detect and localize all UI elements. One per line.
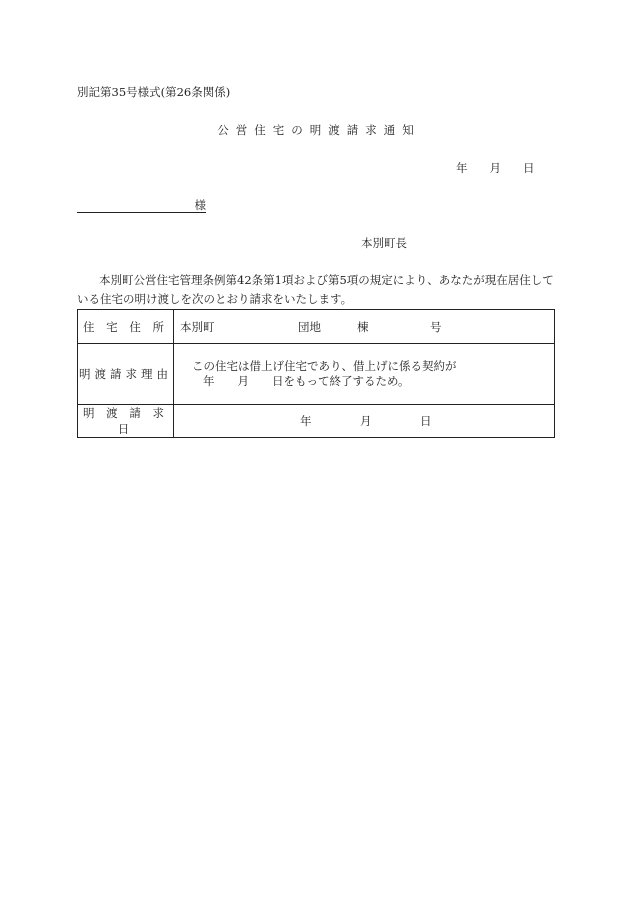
body-paragraph: 本別町公営住宅管理条例第42条第1項および第5項の規定により、あなたが現在居住している住宅の明け渡しを次のとおり請求をいたします。	[77, 273, 554, 306]
address-town: 本別町	[180, 320, 215, 334]
reason-cell	[174, 344, 555, 405]
issuer-name: 本別町長	[361, 236, 407, 250]
reason-label: 明渡請求理由	[78, 344, 174, 405]
table-row-reason	[78, 344, 555, 405]
addressee-line	[77, 197, 206, 213]
reason-line-2: 年 月 日をもって終了するため。	[203, 374, 410, 388]
address-cell	[174, 310, 555, 344]
reason-line-1: この住宅は借上げ住宅であり、借上げに係る契約が	[192, 359, 457, 373]
date-month-label: 月	[489, 161, 501, 175]
request-date-label: 明 渡 請 求 日	[78, 405, 174, 438]
addressee-suffix: 様	[194, 198, 206, 212]
form-number: 別記第35号様式(第26条関係)	[77, 85, 231, 99]
request-date-day: 日	[420, 414, 432, 428]
address-unit-label: 号	[430, 320, 442, 334]
date-day-label: 日	[523, 161, 535, 175]
notice-table	[77, 309, 555, 438]
request-date-month: 月	[360, 414, 372, 428]
table-row-address	[78, 310, 555, 344]
issue-date-line	[456, 160, 535, 176]
table-row-request-date	[78, 405, 555, 438]
document-title: 公営住宅の明渡請求通知	[217, 123, 421, 137]
address-complex-label: 団地	[298, 320, 321, 334]
request-date-year: 年	[300, 414, 312, 428]
address-label: 住 宅 住 所	[78, 310, 174, 344]
date-year-label: 年	[456, 161, 468, 175]
address-building-label: 棟	[357, 320, 369, 334]
request-date-cell	[174, 405, 555, 438]
